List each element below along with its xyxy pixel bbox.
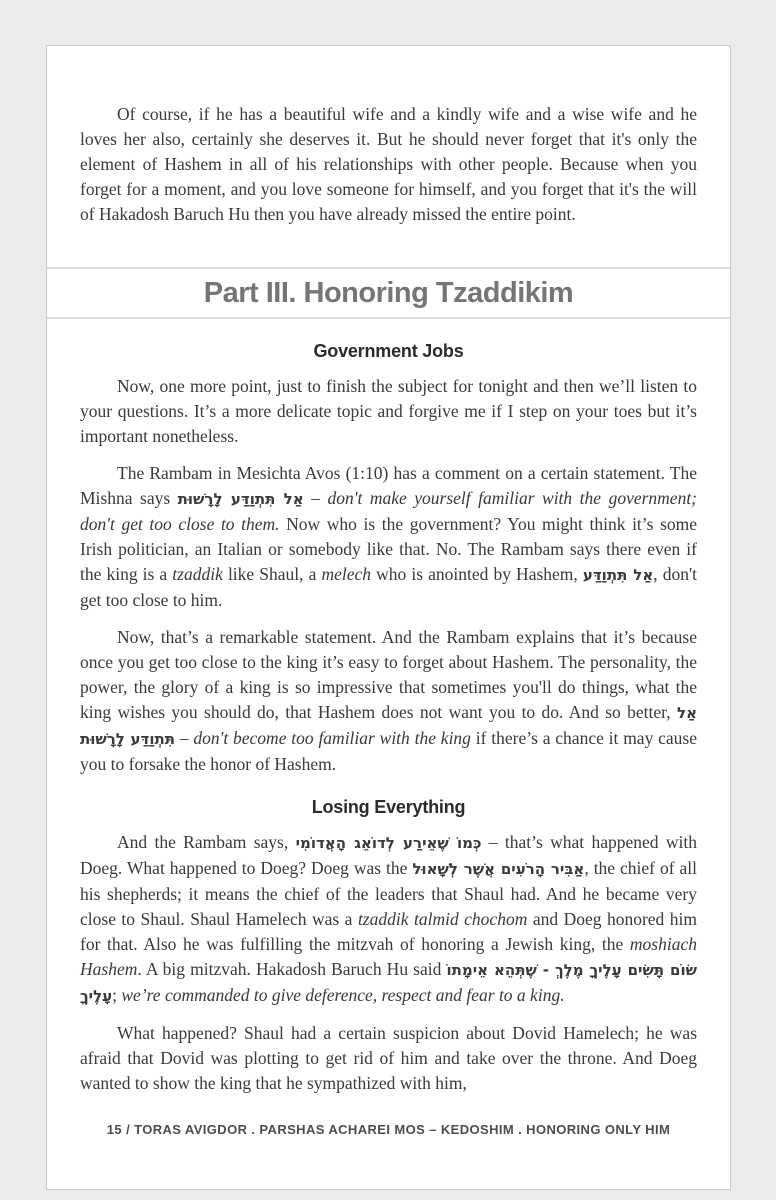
part-heading-band [47,267,730,319]
page-footer: 15 / TORAS AVIGDOR . PARSHAS ACHAREI MOS – KEDOSHIM . HONORING ONLY HIM [106,1122,671,1137]
section-heading-losing-everything: Losing Everything [311,797,466,817]
intro-section [47,46,730,267]
government-paragraph-1: Now, one more point, just to finish the subject for tonight and then we’ll listen to your questions. It’s a more delicate topic and forgive me if I step on your toes but it’s important nonetheless. [80,376,697,446]
government-paragraph-3: Now, that’s a remarkable statement. And the Rambam explains that it’s because once you get too close to the king it’s easy to forget about Hashem. The personality, the power, the glory of a king is so impressive that sometimes you'll do things, what the king wishes you should do, that Hashem does not want you to do. And so better, אַל תִּתְוַדַּע לָרָשׁוּת – don't become too familiar with the king if there’s a chance it may cause you to forsake the honor of Hashem. [80,627,697,774]
intro-paragraph: Of course, if he has a beautiful wife and a kindly wife and a wise wife and he loves her also, certainly she deserves it. But he should never forget that it's only the element of Hashem in all of his relationships with other people. Because when you forget for a moment, and you love someone for himself, and you forget that it's the will of Hakadosh Baruch Hu then you have already missed the entire point. [80,104,697,224]
main-section [47,319,730,1167]
document-page [46,45,731,1190]
section-heading-government-jobs: Government Jobs [313,341,464,361]
losing-paragraph-2: What happened? Shaul had a certain suspicion about Dovid Hamelech; he was afraid that Dovid was plotting to get rid of him and take over the throne. And Doeg wanted to show the king that he sympathized with him, [80,1023,697,1093]
part-title: Part III. Honoring Tzaddikim [203,276,574,309]
government-paragraph-2: The Rambam in Mesichta Avos (1:10) has a comment on a certain statement. The Mishna says אַל תִּתְוַדַּע לָרָשׁוּת – don't make yourself familiar with the government; don't get too close to them. Now who is the government? You might think it’s some Irish politician, an Italian or somebody like that. No. The Rambam says there even if the king is a tzaddik like Shaul, a melech who is anointed by Hashem, אַל תִּתְוַדַּע, don't get too close to him. [80,463,698,610]
losing-paragraph-1: And the Rambam says, כְּמוֹ שֶׁאֵירַע לְדוֹאֵג הָאֲדוֹמִי – that’s what happened with Doeg. What happened to Doeg? Doeg was the אַבִּיר הָרֹעִים אֲשֶׁר לְשָׁאוּל, the chief of all his shepherds; it means the chief of the leaders that Shaul had. And he became very close to Shaul. Shaul Hamelech was a tzaddik talmid chochom and Doeg honored him for that. Also he was fulfilling the mitzvah of honoring a Jewish king, the moshiach Hashem. A big mitzvah. Hakadosh Baruch Hu said שׂוֹם תָּשִׂים עָלֶיךָ מֶלֶךְ - שֶׁתְּהֵא אֵימָתוֹ עָלֶיךָ; we’re commanded to give deference, respect and fear to a king. [80,832,697,1005]
